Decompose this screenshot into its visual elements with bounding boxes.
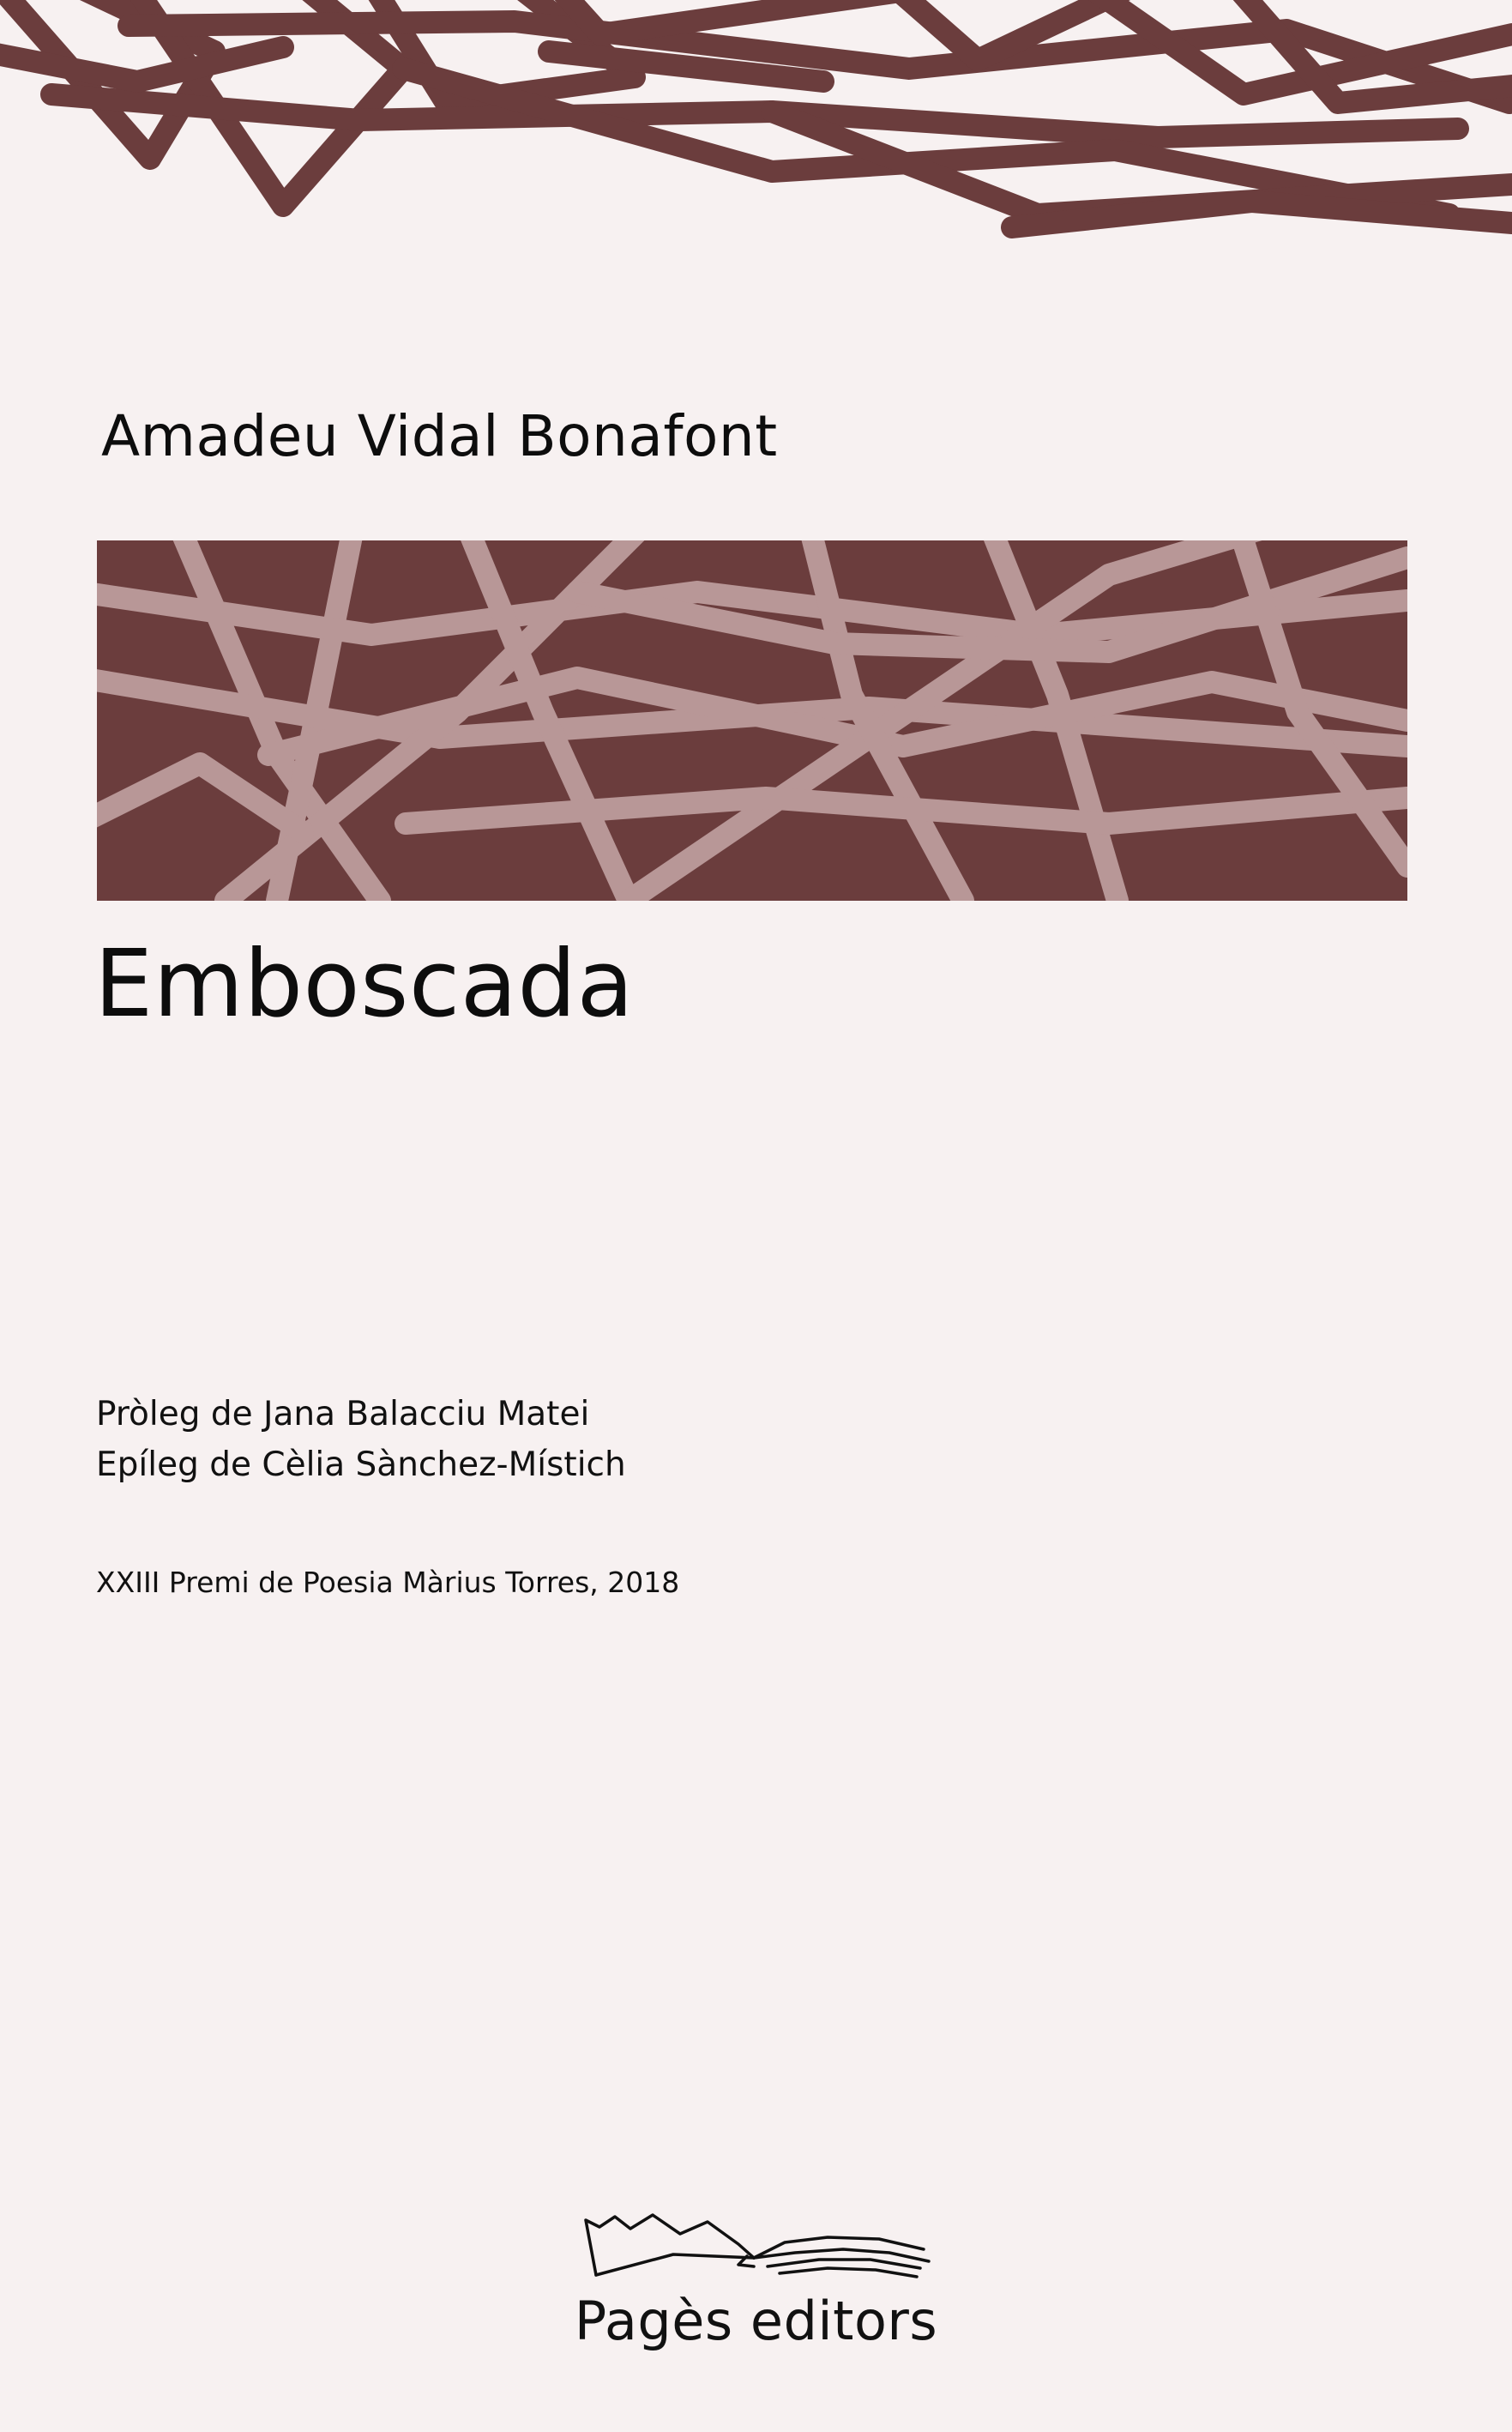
- publisher-name: Pagès editors: [574, 2290, 938, 2352]
- award-line: XXIII Premi de Poesia Màrius Torres, 2018: [96, 1566, 680, 1599]
- scribble-lines-artwork-icon: [0, 0, 1512, 266]
- top-artwork: [0, 0, 1512, 266]
- credit-line-epilogue: Epíleg de Cèlia Sànchez-Místich: [96, 1445, 626, 1484]
- open-book-icon: [570, 2205, 948, 2286]
- publisher-block: [0, 2205, 1512, 2352]
- author-name: Amadeu Vidal Bonafont: [101, 403, 778, 469]
- credit-line-prologue: Pròleg de Jana Balacciu Matei: [96, 1395, 590, 1433]
- scribble-lines-artwork-icon: [97, 540, 1407, 901]
- book-title: Emboscada: [94, 931, 635, 1038]
- center-artwork: [97, 540, 1407, 901]
- credits-block: [96, 1390, 626, 1490]
